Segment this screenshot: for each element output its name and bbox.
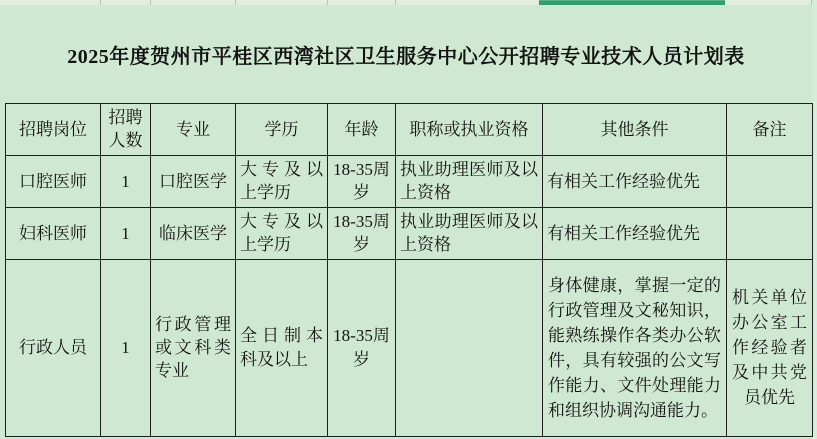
cell-major[interactable]: 口腔医学	[151, 155, 236, 207]
cell-position[interactable]: 口腔医师	[6, 155, 101, 207]
column-header-age[interactable]: 年龄	[328, 104, 396, 156]
cell-remarks[interactable]	[727, 207, 813, 259]
cell-qualification[interactable]: 执业助理医师及以上资格	[396, 155, 543, 207]
cell-age[interactable]: 18-35周岁	[328, 207, 396, 259]
table-row-admin-staff	[6, 259, 813, 436]
column-header-qualification[interactable]: 职称或执业资格	[396, 104, 543, 156]
cell-other-requirements[interactable]: 身体健康，掌握一定的行政管理及文秘知识，能熟练操作各类办公软件，具有较强的公文写作能力、文件处理能力和组织协调沟通能力。	[543, 259, 727, 436]
cell-qualification[interactable]	[396, 259, 543, 436]
recruitment-plan-table	[5, 103, 813, 437]
cell-education[interactable]: 大专及以上学历	[236, 155, 328, 207]
header-row	[6, 104, 813, 156]
table-row-dental-physician	[6, 155, 813, 207]
cell-qualification[interactable]: 执业助理医师及以上资格	[396, 207, 543, 259]
cell-major[interactable]: 临床医学	[151, 207, 236, 259]
table-row-gynecologist	[6, 207, 813, 259]
cell-other-requirements[interactable]: 有相关工作经验优先	[543, 207, 727, 259]
title-row	[0, 5, 812, 103]
cell-position[interactable]: 妇科医师	[6, 207, 101, 259]
column-header-remarks[interactable]: 备注	[727, 104, 813, 156]
cell-headcount[interactable]: 1	[101, 155, 151, 207]
cell-headcount[interactable]: 1	[101, 259, 151, 436]
cell-headcount[interactable]: 1	[101, 207, 151, 259]
cell-position[interactable]: 行政人员	[6, 259, 101, 436]
column-header-other-requirements[interactable]: 其他条件	[543, 104, 727, 156]
cell-age[interactable]: 18-35周岁	[328, 155, 396, 207]
cell-age[interactable]: 18-35周岁	[328, 259, 396, 436]
cell-education[interactable]: 大专及以上学历	[236, 207, 328, 259]
column-header-position[interactable]: 招聘岗位	[6, 104, 101, 156]
cell-other-requirements[interactable]: 有相关工作经验优先	[543, 155, 727, 207]
column-header-major[interactable]: 专业	[151, 104, 236, 156]
column-header-education[interactable]: 学历	[236, 104, 328, 156]
cell-remarks[interactable]	[727, 155, 813, 207]
cell-remarks[interactable]: 机关单位办公室工作经验者及中共党员优先	[727, 259, 813, 436]
page-title: 2025年度贺州市平桂区西湾社区卫生服务中心公开招聘专业技术人员计划表	[67, 45, 745, 68]
cell-major[interactable]: 行政管理或文科类专业	[151, 259, 236, 436]
column-header-headcount[interactable]: 招聘人数	[101, 104, 151, 156]
cell-education[interactable]: 全日制本科及以上	[236, 259, 328, 436]
